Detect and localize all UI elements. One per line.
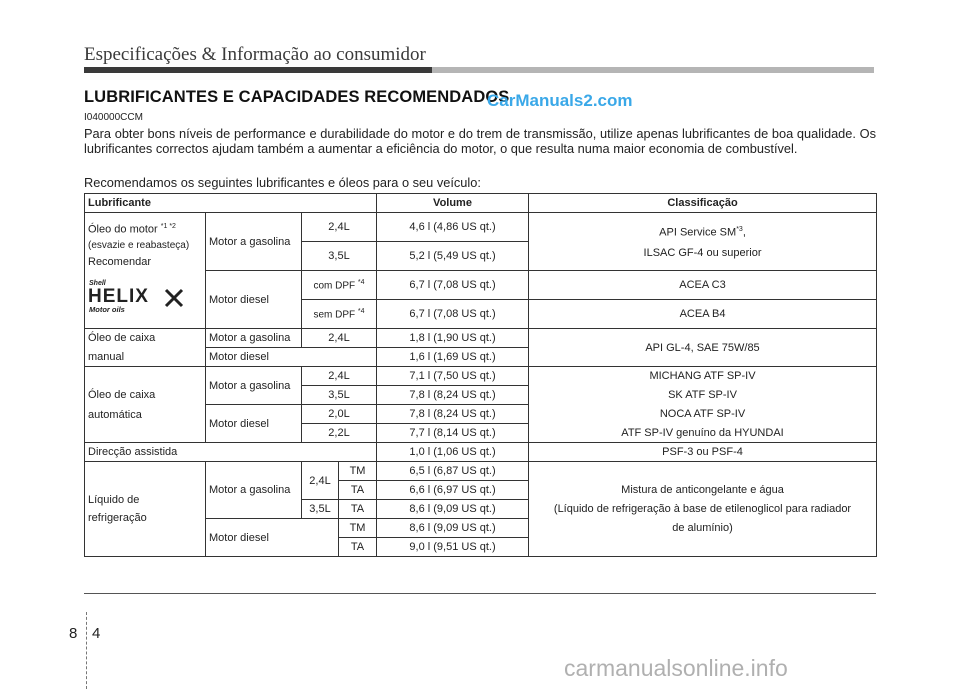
logo-helix-text: HELIX — [88, 285, 149, 307]
automatic-diesel: Motor diesel — [206, 405, 302, 443]
automatic-volume: 7,8 l (8,24 US qt.) — [377, 405, 529, 424]
page-header-title: Especificações & Informação ao consumidor — [84, 44, 426, 65]
page-number: 4 — [92, 625, 101, 642]
engine-oil-note: (esvazie e reabasteça) — [88, 239, 190, 251]
section-title: LUBRIFICANTES E CAPACIDADES RECOMENDADOS — [84, 88, 510, 106]
coolant-size: 2,4L — [302, 462, 339, 500]
engine-oil-volume: 5,2 l (5,49 US qt.) — [377, 242, 529, 271]
engine-oil-label: Óleo do motor — [88, 223, 158, 236]
engine-oil-diesel: Motor diesel — [206, 271, 302, 329]
manual-label-2: manual — [85, 348, 206, 367]
dpf-label: com DPF — [313, 280, 356, 292]
table-row — [85, 367, 877, 386]
automatic-class: ATF SP-IV genuíno da HYUNDAI — [529, 424, 877, 443]
automatic-label-2: automática — [88, 408, 142, 421]
automatic-class: SK ATF SP-IV — [529, 386, 877, 405]
engine-oil-gasoline-class — [529, 213, 877, 271]
footer-divider — [84, 593, 876, 594]
steering-label: Direcção assistida — [85, 443, 377, 462]
automatic-size: 3,5L — [302, 386, 377, 405]
coolant-gasoline: Motor a gasolina — [206, 462, 302, 519]
header-lubricant: Lubrificante — [85, 194, 377, 213]
logo-shell-text: Shell — [89, 279, 106, 287]
steering-class: PSF-3 ou PSF-4 — [529, 443, 877, 462]
recommend-text: Recomendamos os seguintes lubrificantes e óleos para o seu veículo: — [84, 175, 481, 190]
engine-oil-class: ACEA C3 — [529, 271, 877, 300]
automatic-size: 2,4L — [302, 367, 377, 386]
page-number-separator — [86, 612, 88, 689]
coolant-class-1: Mistura de anticongelante e água — [621, 483, 784, 496]
logo-x-mark — [166, 290, 182, 306]
table-row — [85, 329, 877, 348]
coolant-volume: 6,6 l (6,97 US qt.) — [377, 481, 529, 500]
watermark-top: CarManuals2.com — [487, 91, 633, 110]
engine-oil-size — [302, 271, 377, 300]
coolant-volume: 8,6 l (9,09 US qt.) — [377, 519, 529, 538]
watermark-bottom: carmanualsonline.info — [564, 655, 788, 681]
coolant-label — [85, 462, 206, 557]
engine-oil-size: 3,5L — [302, 242, 377, 271]
class-api-sm: API Service SM — [659, 226, 737, 239]
coolant-class — [529, 462, 877, 557]
coolant-trans: TA — [339, 481, 377, 500]
class-ilsac: ILSAC GF-4 ou superior — [643, 246, 762, 259]
header-divider-accent — [84, 67, 432, 73]
automatic-label-1: Óleo de caixa — [88, 388, 156, 401]
coolant-size: 3,5L — [302, 500, 339, 519]
intro-paragraph: Para obter bons níveis de performance e durabilidade do motor e do trem de transmissão, utilize apenas lubrificantes de boa qualidade. Os lubrificantes correctos ajudam também a aumentar a eficiência do motor, o que resulta numa maior economia de combustível. — [84, 126, 876, 156]
engine-oil-volume: 6,7 l (7,08 US qt.) — [377, 300, 529, 329]
dpf-footnote: *4 — [357, 278, 365, 286]
table-row — [85, 462, 877, 481]
automatic-label — [85, 367, 206, 443]
table-row — [85, 213, 877, 242]
coolant-label-1: Líquido de — [88, 494, 140, 506]
manual-label-1: Óleo de caixa — [85, 329, 206, 348]
lubricants-table — [84, 193, 877, 557]
coolant-trans: TM — [339, 519, 377, 538]
coolant-trans: TA — [339, 538, 377, 557]
manual-volume: 1,6 l (1,69 US qt.) — [377, 348, 529, 367]
engine-oil-size — [302, 300, 377, 329]
manual-volume: 1,8 l (1,90 US qt.) — [377, 329, 529, 348]
coolant-trans: TM — [339, 462, 377, 481]
engine-oil-volume: 6,7 l (7,08 US qt.) — [377, 271, 529, 300]
coolant-volume: 8,6 l (9,09 US qt.) — [377, 500, 529, 519]
automatic-size: 2,2L — [302, 424, 377, 443]
automatic-gasoline: Motor a gasolina — [206, 367, 302, 405]
coolant-volume: 9,0 l (9,51 US qt.) — [377, 538, 529, 557]
engine-oil-class: ACEA B4 — [529, 300, 877, 329]
coolant-label-2: refrigeração — [88, 512, 147, 524]
class-api-sm-comma: , — [742, 226, 746, 239]
coolant-trans: TA — [339, 500, 377, 519]
engine-oil-cell — [85, 213, 206, 329]
manual-diesel: Motor diesel — [206, 348, 377, 367]
steering-volume: 1,0 l (1,06 US qt.) — [377, 443, 529, 462]
table-header-row — [85, 194, 877, 213]
header-classification: Classificação — [529, 194, 877, 213]
class-api-sm-footnote: *3 — [736, 226, 743, 234]
no-dpf-footnote: *4 — [357, 307, 365, 315]
table-row — [85, 443, 877, 462]
engine-oil-size: 2,4L — [302, 213, 377, 242]
automatic-volume: 7,1 l (7,50 US qt.) — [377, 367, 529, 386]
manual-gasoline: Motor a gasolina — [206, 329, 302, 348]
logo-motor-oils-text: Motor oils — [89, 304, 125, 314]
no-dpf-label: sem DPF — [313, 309, 356, 321]
section-number: 8 — [69, 625, 78, 642]
engine-oil-volume: 4,6 l (4,86 US qt.) — [377, 213, 529, 242]
engine-oil-recommend: Recomendar — [88, 255, 151, 268]
automatic-class: NOCA ATF SP-IV — [529, 405, 877, 424]
coolant-volume: 6,5 l (6,87 US qt.) — [377, 462, 529, 481]
manual-size: 2,4L — [302, 329, 377, 348]
manual-class: API GL-4, SAE 75W/85 — [529, 329, 877, 367]
automatic-class: MICHANG ATF SP-IV — [529, 367, 877, 386]
shell-helix-logo — [88, 276, 184, 314]
reference-code: I040000CCM — [84, 112, 143, 123]
engine-oil-gasoline: Motor a gasolina — [206, 213, 302, 271]
coolant-class-3: de alumínio) — [672, 521, 733, 534]
automatic-volume: 7,7 l (8,14 US qt.) — [377, 424, 529, 443]
coolant-class-2: (Líquido de refrigeração à base de etilenoglicol para radiador — [553, 502, 852, 515]
engine-oil-footnote: *1 *2 — [160, 223, 176, 230]
automatic-size: 2,0L — [302, 405, 377, 424]
coolant-diesel: Motor diesel — [206, 519, 339, 557]
header-volume: Volume — [377, 194, 529, 213]
automatic-volume: 7,8 l (8,24 US qt.) — [377, 386, 529, 405]
